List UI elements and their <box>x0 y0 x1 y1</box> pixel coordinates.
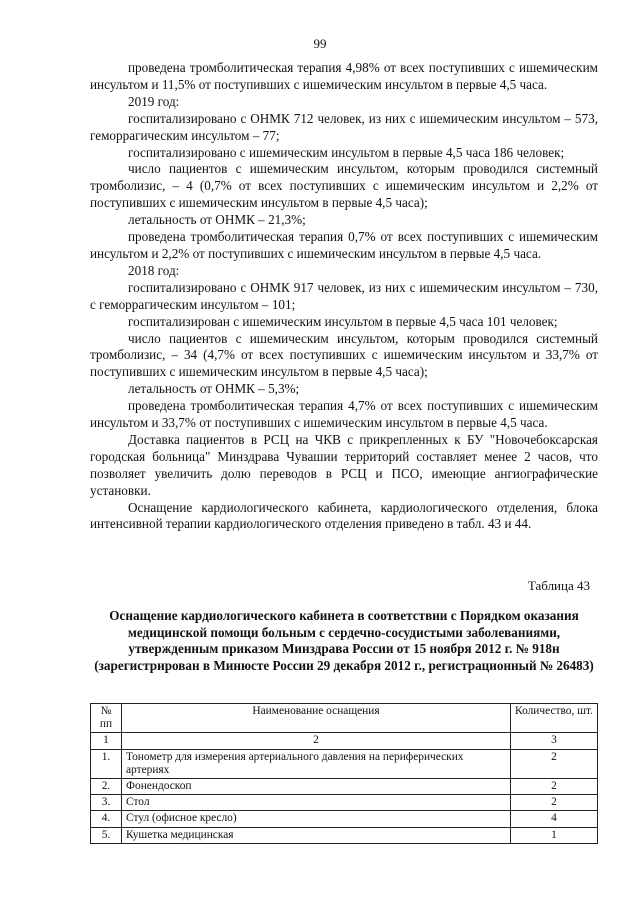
table-row <box>91 811 598 827</box>
row-name: Фонендоскоп <box>122 779 511 795</box>
table-header-row <box>91 704 598 733</box>
table-label: Таблица 43 <box>527 578 590 593</box>
paragraph: Доставка пациентов в РСЦ на ЧКВ с прикрепленных к БУ "Новочебоксарская городская больница" Минздрава Чувашии территорий составляет менее 2 часов, что позволяет увеличить долю переводов в РСЦ и ПСО, имеющие ангиографические установки. <box>90 431 598 498</box>
row-num: 3. <box>91 795 122 811</box>
index-name: 2 <box>122 733 511 749</box>
row-name: Стул (офисное кресло) <box>122 811 511 827</box>
paragraph: проведена тромболитическая терапия 4,98% от всех поступивших с ишемическим инсультом и 11,5% от поступивших с ишемическим инсультом в первые 4,5 часа. <box>90 60 598 92</box>
equipment-table <box>90 703 598 844</box>
year-heading: 2019 год: <box>128 93 180 109</box>
paragraph: число пациентов с ишемическим инсультом, которым проводился системный тромболизис, – 34 (4,7% от всех поступивших с ишемическим инсультом и 33,7% от поступивших с ишемическим инсультом в первые 4,5 часа); <box>90 330 598 380</box>
paragraph: летальность от ОНМК – 5,3%; <box>128 381 300 397</box>
paragraph: госпитализировано с ОНМК 712 человек, из них с ишемическим инсультом – 573, геморрагическим инсультом – 77; <box>90 110 598 143</box>
header-name: Наименование оснащения <box>122 704 511 733</box>
index-qty: 3 <box>511 733 598 749</box>
row-num: 1. <box>91 749 122 778</box>
row-num: 2. <box>91 779 122 795</box>
paragraph: проведена тромболитическая терапия 4,7% от всех поступивших с ишемическим инсультом и 33,7% от поступивших с ишемическим инсультом в первые 4,5 часа. <box>90 398 598 431</box>
row-qty: 4 <box>511 811 598 827</box>
paragraph: число пациентов с ишемическим инсультом, которым проводился системный тромболизис, – 4 (0,7% от всех поступивших с ишемическим инсультом и 2,2% от поступивших с ишемическим инсультом в первые 4,5 часа); <box>90 161 598 211</box>
table-row <box>91 779 598 795</box>
row-qty: 1 <box>511 827 598 843</box>
row-num: 4. <box>91 811 122 827</box>
paragraph: госпитализирован с ишемическим инсультом в первые 4,5 часа 101 человек; <box>128 313 558 329</box>
header-num: № пп <box>91 704 122 733</box>
row-qty: 2 <box>511 779 598 795</box>
table-row <box>91 749 598 778</box>
table-row <box>91 827 598 843</box>
row-name: Тонометр для измерения артериального давления на периферических артериях <box>122 749 511 778</box>
body-text <box>90 60 598 533</box>
page-number: 99 <box>313 36 327 51</box>
paragraph: проведена тромболитическая терапия 0,7% от всех поступивших с ишемическим инсультом и 2,2% от поступивших с ишемическим инсультом в первые 4,5 часа. <box>90 229 598 261</box>
paragraph: госпитализировано с ОНМК 917 человек, из них с ишемическим инсультом – 730, с геморрагическим инсультом – 101; <box>90 279 598 312</box>
row-qty: 2 <box>511 795 598 811</box>
row-name: Стол <box>122 795 511 811</box>
row-num: 5. <box>91 827 122 843</box>
table-row <box>91 795 598 811</box>
index-num: 1 <box>91 733 122 749</box>
row-qty: 2 <box>511 749 598 778</box>
row-name: Кушетка медицинская <box>122 827 511 843</box>
table-index-row <box>91 733 598 749</box>
year-heading: 2018 год: <box>128 262 180 278</box>
paragraph: госпитализировано с ишемическим инсультом в первые 4,5 часа 186 человек; <box>128 144 565 160</box>
header-qty: Количество, шт. <box>511 704 598 733</box>
table-title: Оснащение кардиологического кабинета в соответствии с Порядком оказания медицинской помощи больным с сердечно-сосудистыми заболеваниями, утвержденным приказом Минздрава России от 15 ноября 2012 г. № 918н (зарегистрирован в Минюсте России 29 декабря 2012 г., регистрационный № 26483) <box>94 608 594 673</box>
paragraph: летальность от ОНМК – 21,3%; <box>128 212 306 228</box>
paragraph: Оснащение кардиологического кабинета, кардиологического отделения, блока интенсивной терапии кардиологического отделения приведено в табл. 43 и 44. <box>90 499 598 532</box>
